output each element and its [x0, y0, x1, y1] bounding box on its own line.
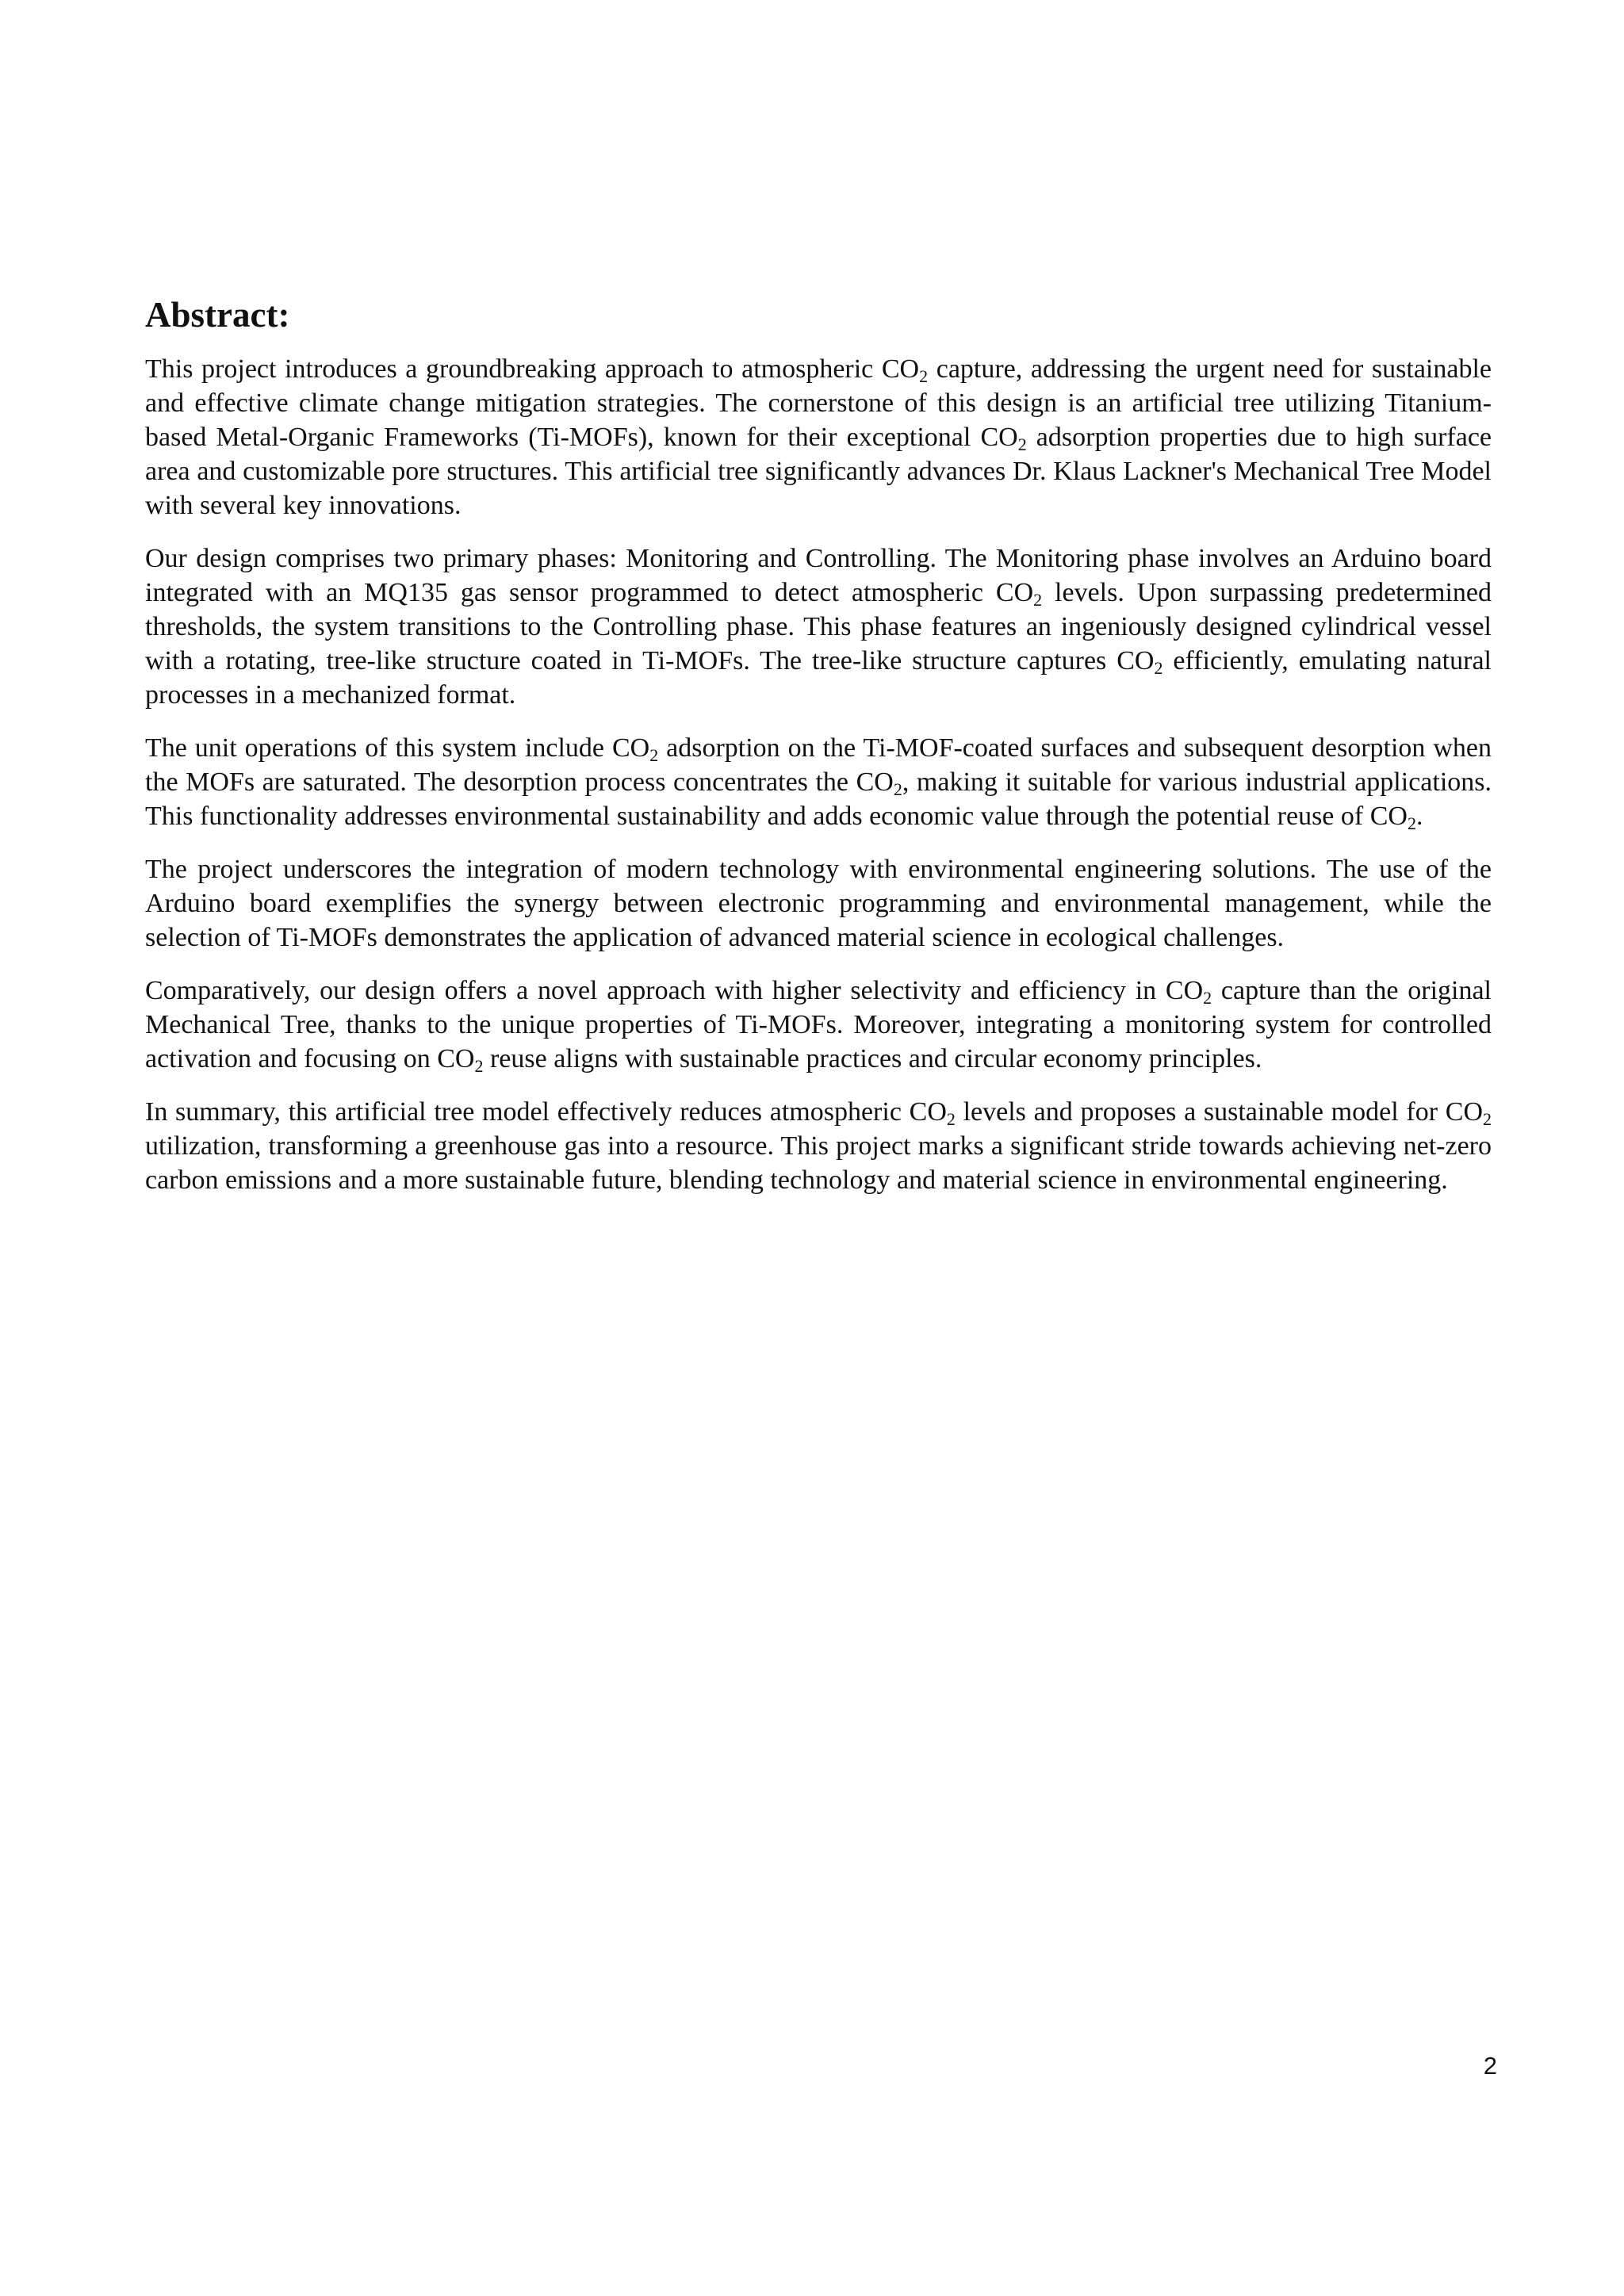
paragraph-text: levels and proposes a sustainable model for CO	[955, 1097, 1484, 1127]
paragraph-text: utilization, transforming a greenhouse gas into a resource. This project marks a significant stride towards achieving net-zero carbon emissions and a more sustainable future, blending technology and material science in environmental engineering.	[145, 1131, 1492, 1195]
abstract-paragraph	[145, 974, 1492, 1076]
paragraph-text: levels. Upon surpassing predetermined thresholds, the system transitions to the Controlling phase. This phase features an ingeniously designed cylindrical vessel with a rotating, tree-like structure coated in Ti-MOFs. The tree-like structure captures CO	[145, 578, 1492, 675]
subscript-text: 2	[893, 779, 902, 799]
abstract-paragraph	[145, 852, 1492, 955]
paragraph-text: .	[1415, 802, 1423, 831]
paragraph-text: capture, addressing the urgent need for sustainable and effective climate change mitigation strategies. The cornerstone of this design is an artificial tree utilizing Titanium-based Metal-Organic Frameworks (Ti-MOFs), known for their exceptional CO	[145, 354, 1492, 452]
subscript-text: 2	[1017, 434, 1027, 454]
subscript-text: 2	[474, 1056, 484, 1076]
paragraph-text: capture than the original Mechanical Tree, thanks to the unique properties of Ti-MOFs. Moreover, integrating a monitoring system for controlled activation and focusing on CO	[145, 976, 1492, 1073]
abstract-paragraph	[145, 1095, 1492, 1197]
abstract-paragraph	[145, 731, 1492, 833]
paragraph-text: , making it suitable for various industrial applications. This functionality addresses environmental sustainability and adds economic value through the potential reuse of CO	[145, 767, 1492, 831]
paragraph-text: adsorption on the Ti-MOF-coated surfaces and subsequent desorption when the MOFs are saturated. The desorption process concentrates the CO	[145, 733, 1492, 797]
abstract-paragraph	[145, 541, 1492, 712]
subscript-text: 2	[919, 366, 929, 386]
document-body	[145, 292, 1492, 1216]
abstract-paragraphs	[145, 352, 1492, 1197]
subscript-text: 2	[1203, 988, 1212, 1008]
abstract-paragraph	[145, 352, 1492, 522]
page-number: 2	[1483, 2052, 1497, 2080]
paragraph-text: This project introduces a groundbreaking approach to atmospheric CO	[145, 354, 920, 384]
paragraph-text: efficiently, emulating natural processes in a mechanized format.	[145, 646, 1492, 710]
subscript-text: 2	[649, 745, 659, 765]
subscript-text: 2	[1033, 590, 1043, 610]
subscript-text: 2	[1407, 813, 1416, 833]
paragraph-text: Comparatively, our design offers a novel approach with higher selectivity and efficiency in CO	[145, 976, 1204, 1005]
subscript-text: 2	[1154, 658, 1163, 678]
subscript-text: 2	[946, 1109, 956, 1129]
paragraph-text: adsorption properties due to high surface area and customizable pore structures. This artificial tree significantly advances Dr. Klaus Lackner's Mechanical Tree Model with several key innovations.	[145, 423, 1492, 520]
paragraph-text: The unit operations of this system include CO	[145, 733, 650, 763]
subscript-text: 2	[1483, 1109, 1492, 1129]
abstract-heading: Abstract:	[145, 295, 290, 335]
paragraph-text: Our design comprises two primary phases: Monitoring and Controlling. The Monitoring phase involves an Arduino board integrated with an MQ135 gas sensor programmed to detect atmospheric CO	[145, 544, 1492, 607]
paragraph-text: reuse aligns with sustainable practices and circular economy principles.	[483, 1044, 1262, 1073]
paragraph-text: In summary, this artificial tree model effectively reduces atmospheric CO	[145, 1097, 947, 1127]
paragraph-text: The project underscores the integration of modern technology with environmental engineering solutions. The use of the Arduino board exemplifies the synergy between electronic programming and environmental management, while the selection of Ti-MOFs demonstrates the application of advanced material science in ecological challenges.	[145, 855, 1492, 952]
